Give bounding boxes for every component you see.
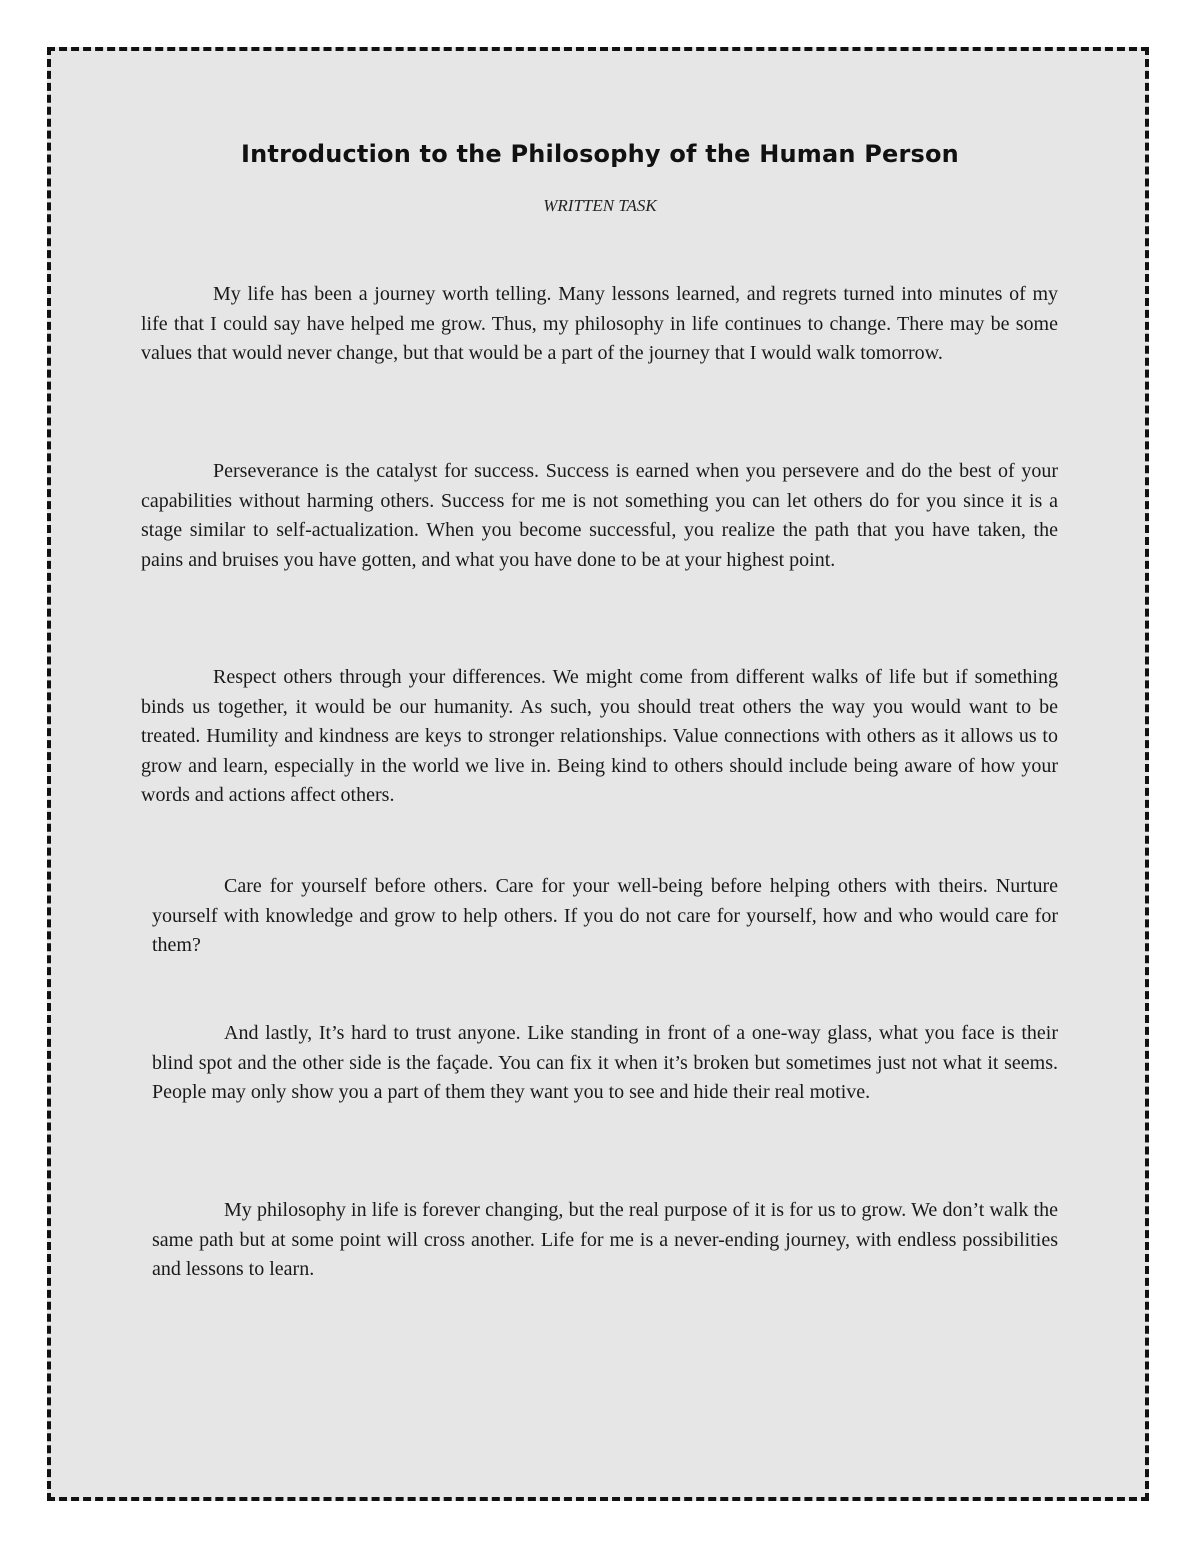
paragraph-intro: My life has been a journey worth telling. Many lessons learned, and regrets turned into minutes of my life that I could say have helped me grow. Thus, my philosophy in life continues to change. There may be some values that would never change, but that would be a part of the journey that I would walk tomorrow. [141,283,1058,364]
document-subtitle: WRITTEN TASK [543,196,657,215]
paragraph-trust: And lastly, It’s hard to trust anyone. Like standing in front of a one-way glass, what you face is their blind spot and the other side is the façade. You can fix it when it’s broken but sometimes just not what it seems. People may only show you a part of them they want you to see and hide their real motive. [152,1022,1058,1103]
paragraph-respect: Respect others through your differences. We might come from different walks of life but if something binds us together, it would be our humanity. As such, you should treat others the way you would want to be treated. Humility and kindness are keys to stronger relationships. Value connections with others as it allows us to grow and learn, especially in the world we live in. Being kind to others should include being aware of how your words and actions affect others. [141,666,1058,806]
paragraph-conclusion: My philosophy in life is forever changing, but the real purpose of it is for us to grow. We don’t walk the same path but at some point will cross another. Life for me is a never-ending journey, with endless possibilities and lessons to learn. [152,1199,1058,1280]
paragraph-perseverance: Perseverance is the catalyst for success. Success is earned when you persevere and do the best of your capabilities without harming others. Success for me is not something you can let others do for you since it is a stage similar to self-actualization. When you become successful, you realize the path that you have taken, the pains and bruises you have gotten, and what you have done to be at your highest point. [141,460,1058,571]
document-title: Introduction to the Philosophy of the Human Person [241,140,959,168]
paragraph-self-care: Care for yourself before others. Care for your well-being before helping others with theirs. Nurture yourself with knowledge and grow to help others. If you do not care for yourself, how and who would care for them? [152,875,1058,956]
